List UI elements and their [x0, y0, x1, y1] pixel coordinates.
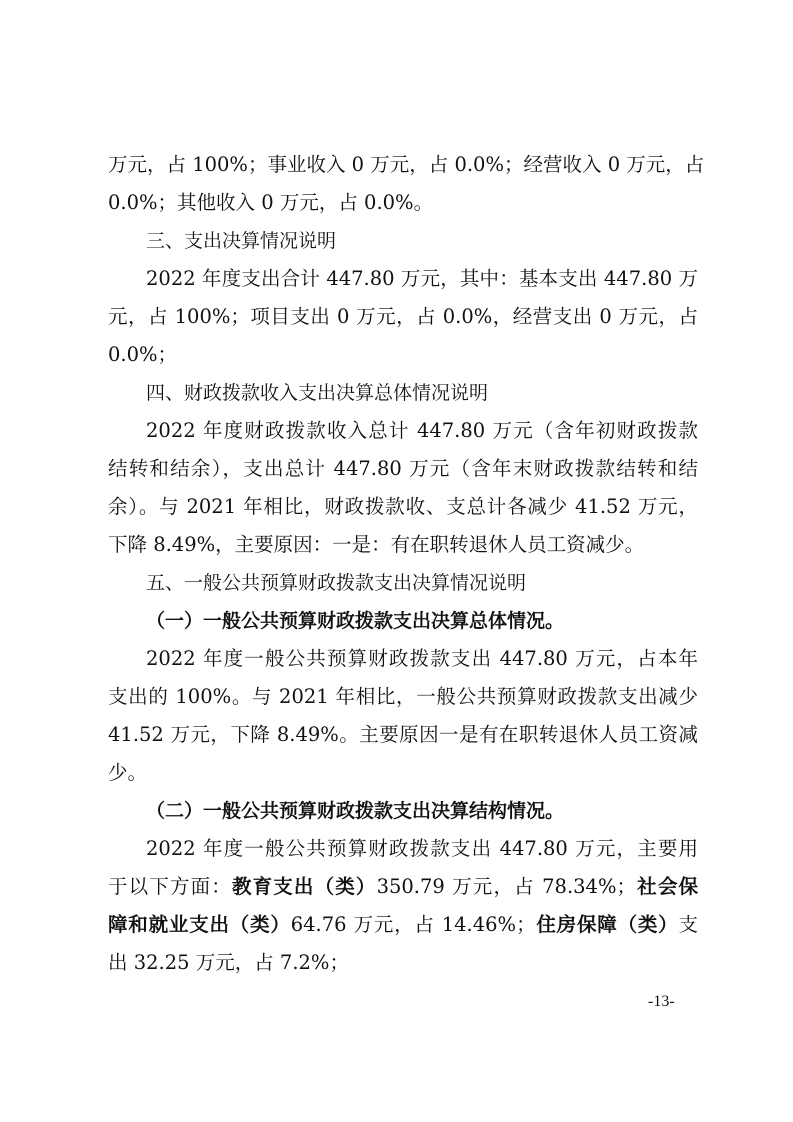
- category-social-security: 社会保: [636, 875, 698, 898]
- body-text-line: 万元，占 100%；事业收入 0 万元，占 0.0%；经营收入 0 万元，占: [108, 153, 705, 176]
- text-run: 支: [678, 913, 698, 936]
- body-text-line: 41.52 万元，下降 8.49%。主要原因一是有在职转退休人员工资减: [108, 723, 698, 746]
- category-social-security: 障和就业支出（类）: [108, 913, 291, 936]
- body-text-line: 0.0%；其他收入 0 万元，占 0.0%。: [108, 191, 434, 214]
- section-heading-3: 三、支出决算情况说明: [146, 230, 337, 252]
- body-text-line: 0.0%；: [108, 343, 178, 366]
- body-text-line: [108, 872, 698, 902]
- body-text-line: 余）。与 2021 年相比，财政拨款收、支总计各减少 41.52 万元，: [108, 495, 698, 518]
- subsection-heading-1: （一）一般公共预算财政拨款支出决算总体情况。: [146, 610, 565, 632]
- body-text-line: 出 32.25 万元，占 7.2%；: [108, 951, 349, 974]
- page-number: -13-: [648, 993, 675, 1010]
- text-run: 350.79 万元，占 78.34%；: [376, 875, 636, 898]
- category-housing: 住房保障（类）: [535, 913, 679, 936]
- body-text-line: 2022 年度财政拨款收入总计 447.80 万元（含年初财政拨款: [146, 419, 698, 442]
- body-text-line: [108, 910, 698, 940]
- body-text-line: 支出的 100%。与 2021 年相比，一般公共预算财政拨款支出减少: [108, 685, 698, 708]
- body-text-line: 2022 年度一般公共预算财政拨款支出 447.80 万元，主要用: [146, 837, 698, 860]
- category-education: 教育支出（类）: [231, 875, 377, 898]
- section-heading-4: 四、财政拨款收入支出决算总体情况说明: [146, 382, 489, 404]
- body-text-line: 下降 8.49%，主要原因：一是：有在职转退休人员工资减少。: [108, 533, 645, 556]
- body-text-line: 2022 年度一般公共预算财政拨款支出 447.80 万元，占本年: [146, 647, 698, 670]
- body-text-line: 2022 年度支出合计 447.80 万元，其中：基本支出 447.80 万: [146, 267, 698, 290]
- subsection-heading-2: （二）一般公共预算财政拨款支出决算结构情况。: [146, 800, 565, 822]
- body-text-line: 少。: [108, 761, 148, 784]
- body-text-line: 元，占 100%；项目支出 0 万元，占 0.0%，经营支出 0 万元，占: [108, 305, 698, 328]
- body-text-line: 结转和结余），支出总计 447.80 万元（含年末财政拨款结转和结: [108, 457, 698, 480]
- section-heading-5: 五、一般公共预算财政拨款支出决算情况说明: [146, 572, 527, 594]
- text-run: 64.76 万元，占 14.46%；: [290, 913, 536, 936]
- text-run: 于以下方面：: [108, 875, 232, 898]
